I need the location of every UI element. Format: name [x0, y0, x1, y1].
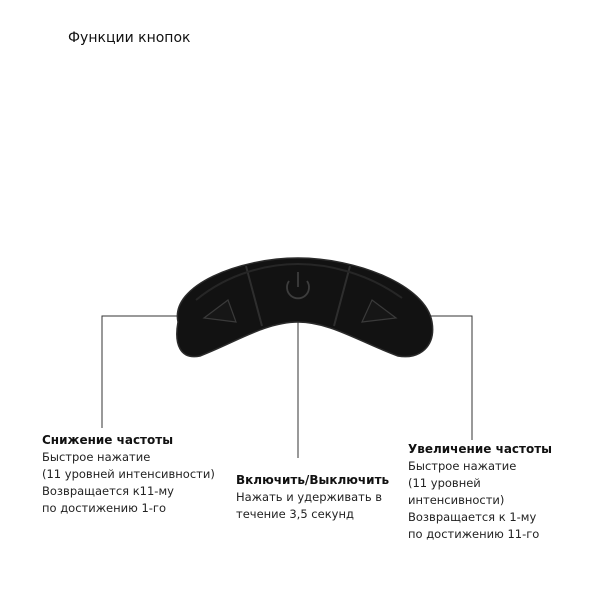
label-increase-heading: Увеличение частоты [408, 442, 553, 456]
remote-body [177, 258, 433, 357]
remote-device [177, 258, 433, 357]
label-power-line: Нажать и удерживать в [236, 490, 383, 504]
label-decrease-line: (11 уровней интенсивности) [42, 467, 215, 481]
label-decrease-heading: Снижение частоты [42, 433, 174, 447]
label-power [236, 472, 389, 523]
label-power-heading: Включить/Выключить [236, 473, 390, 487]
label-power-line: течение 3,5 секунд [236, 507, 354, 521]
label-increase-line: по достижению 11-го [408, 527, 540, 541]
label-increase-line: Возвращается к 1-му [408, 510, 537, 524]
label-increase [408, 441, 552, 543]
page-title: Функции кнопок [68, 30, 191, 46]
label-increase-line: (11 уровней [408, 476, 481, 490]
label-decrease-line: по достижению 1-го [42, 501, 167, 515]
label-decrease-line: Возвращается к11-му [42, 484, 174, 498]
label-increase-line: Быстрое нажатие [408, 459, 517, 473]
label-increase-line: интенсивности) [408, 493, 505, 507]
label-decrease-line: Быстрое нажатие [42, 450, 151, 464]
label-decrease [42, 432, 215, 517]
